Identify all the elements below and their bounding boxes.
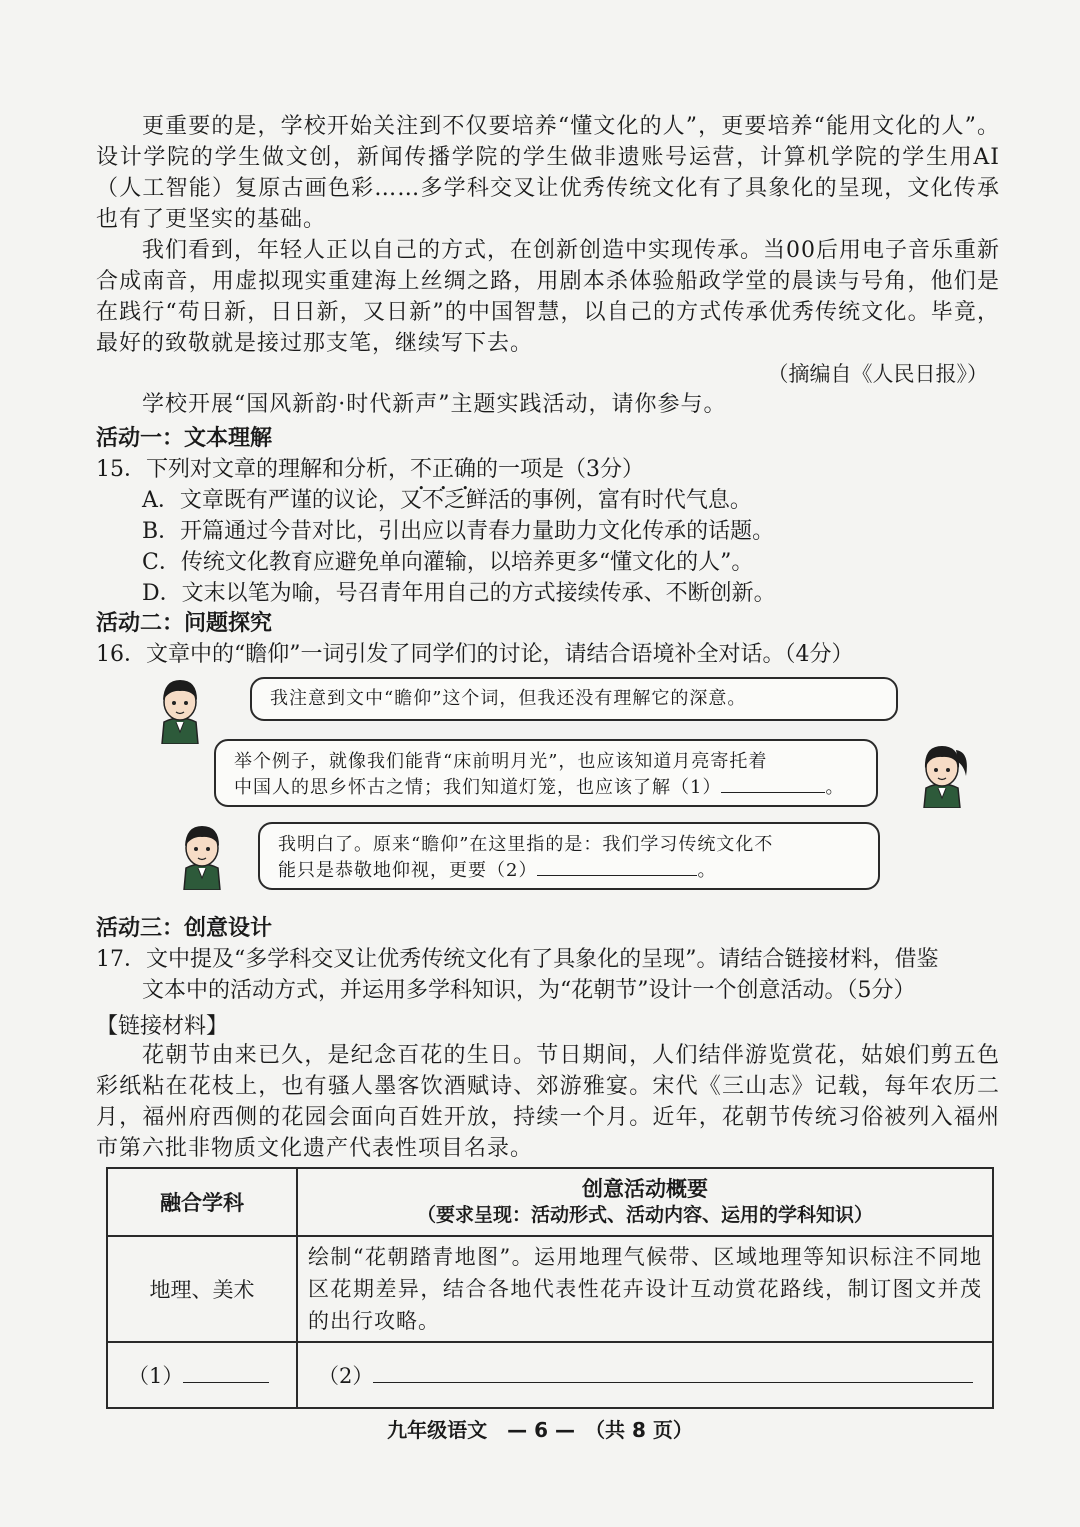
answer-blank-summary[interactable] xyxy=(373,1382,973,1383)
header-summary xyxy=(297,1168,993,1236)
option-d: D．文末以笔为喻，号召青年用自己的方式接续传承、不断创新。 xyxy=(142,581,776,606)
boy-avatar-2 xyxy=(172,818,232,890)
table-row xyxy=(107,1342,993,1408)
speech-bubble-3-end: 。 xyxy=(697,860,717,881)
speech-bubble-3-line1: 我明白了。原来“瞻仰”在这里指的是：我们学习传统文化不 xyxy=(278,834,774,855)
activity-intro: 学校开展“国风新韵·时代新声”主题实践活动，请你参与。 xyxy=(142,392,727,417)
speech-bubble-2-line2 xyxy=(234,775,858,801)
answer-blank-2[interactable] xyxy=(537,875,697,876)
creative-activity-table xyxy=(106,1167,994,1409)
boy-avatar xyxy=(150,672,210,744)
question-16: 16．文章中的“瞻仰”一词引发了同学们的讨论，请结合语境补全对话。（4分） xyxy=(96,642,854,667)
passage-source: （摘编自《人民日报》） xyxy=(767,362,988,386)
row2-summary-cell xyxy=(297,1342,993,1408)
row1-summary: 绘制“花朝踏青地图”。运用地理气候带、区域地理等知识标注不同地区花期差异，结合各地代表性花卉设计互动赏花路线，制订图文并茂的出行攻略。 xyxy=(297,1236,993,1342)
header-summary-requirement: （要求呈现：活动形式、活动内容、运用的学科知识） xyxy=(416,1204,873,1226)
activity1-heading: 活动一：文本理解 xyxy=(96,426,273,451)
answer-blank-1[interactable] xyxy=(721,792,825,793)
material-label: 【链接材料】 xyxy=(96,1014,229,1039)
answer-blank-subject[interactable] xyxy=(183,1382,269,1383)
table-header-row xyxy=(107,1168,993,1236)
material-text: 花朝节由来已久，是纪念百花的生日。节日期间，人们结伴游览赏花，姑娘们剪五色彩纸粘在花枝上，也有骚人墨客饮酒赋诗、郊游雅宴。宋代《三山志》记载，每年农历二月，福州府西侧的花园会面向百姓开放，持续一个月。近年，花朝节传统习俗被列入福州市第六批非物质文化遗产代表性项目名录。 xyxy=(96,1043,1000,1161)
activity3-heading: 活动三：创意设计 xyxy=(96,916,273,941)
option-a: A．文章既有严谨的议论，又不乏鲜活的事例，富有时代气息。 xyxy=(142,488,752,513)
question-15-emphasis: 不正确 xyxy=(410,457,477,482)
passage-paragraph-1: 更重要的是，学校开始关注到不仅要培养“懂文化的人”，更要培养“能用文化的人”。设计学院的学生做文创，新闻传播学院的学生做非遗账号运营，计算机学院的学生用AI（人工智能）复原古画色彩……多学科交叉让优秀传统文化有了具象化的呈现，文化传承也有了更坚实的基础。 xyxy=(96,114,1000,232)
header-subject: 融合学科 xyxy=(107,1168,297,1236)
option-b: B．开篇通过今昔对比，引出应以青春力量助力文化传承的话题。 xyxy=(142,519,775,544)
page-footer: 九年级语文 — 6 — （共 8 页） xyxy=(387,1418,693,1442)
speech-bubble-2 xyxy=(214,739,878,807)
question-15-points: 的一项是（3分） xyxy=(476,457,645,482)
speech-bubble-3-line2 xyxy=(278,858,860,884)
speech-bubble-3-text: 能只是恭敬地仰视，更要（2） xyxy=(278,860,538,881)
activity2-heading: 活动二：问题探究 xyxy=(96,611,273,636)
speech-bubble-2-line1: 举个例子，就像我们能背“床前明月光”，也应该知道月亮寄托着 xyxy=(234,751,768,772)
table-row xyxy=(107,1236,993,1342)
question-15-stem: 15．下列对文章的理解和分析， xyxy=(96,457,410,482)
row2-label-1: （1） xyxy=(128,1364,184,1388)
girl-avatar xyxy=(912,736,972,808)
option-c: C．传统文化教育应避免单向灌输，以培养更多“懂文化的人”。 xyxy=(142,550,754,575)
speech-bubble-3 xyxy=(258,822,880,890)
header-summary-title: 创意活动概要 xyxy=(582,1177,708,1201)
question-17-line2: 文本中的活动方式，并运用多学科知识，为“花朝节”设计一个创意活动。（5分） xyxy=(142,978,916,1003)
speech-bubble-2-end: 。 xyxy=(825,777,845,798)
speech-bubble-2-text: 中国人的思乡怀古之情；我们知道灯笼，也应该了解（1） xyxy=(234,777,722,798)
question-17-line1: 17．文中提及“多学科交叉让优秀传统文化有了具象化的呈现”。请结合链接材料，借鉴 xyxy=(96,947,939,972)
row2-label-2: （2） xyxy=(318,1364,374,1388)
row1-subject: 地理、美术 xyxy=(107,1236,297,1342)
speech-bubble-1 xyxy=(250,677,898,721)
row2-subject-cell xyxy=(107,1342,297,1408)
speech-bubble-1-text: 我注意到文中“瞻仰”这个词，但我还没有理解它的深意。 xyxy=(270,688,747,709)
passage-paragraph-2: 我们看到，年轻人正以自己的方式，在创新创造中实现传承。当00后用电子音乐重新合成南音，用虚拟现实重建海上丝绸之路，用剧本杀体验船政学堂的晨读与号角，他们是在践行“苟日新，日日新，又日新”的中国智慧，以自己的方式传承优秀传统文化。毕竟，最好的致敬就是接过那支笔，继续写下去。 xyxy=(96,238,1000,356)
